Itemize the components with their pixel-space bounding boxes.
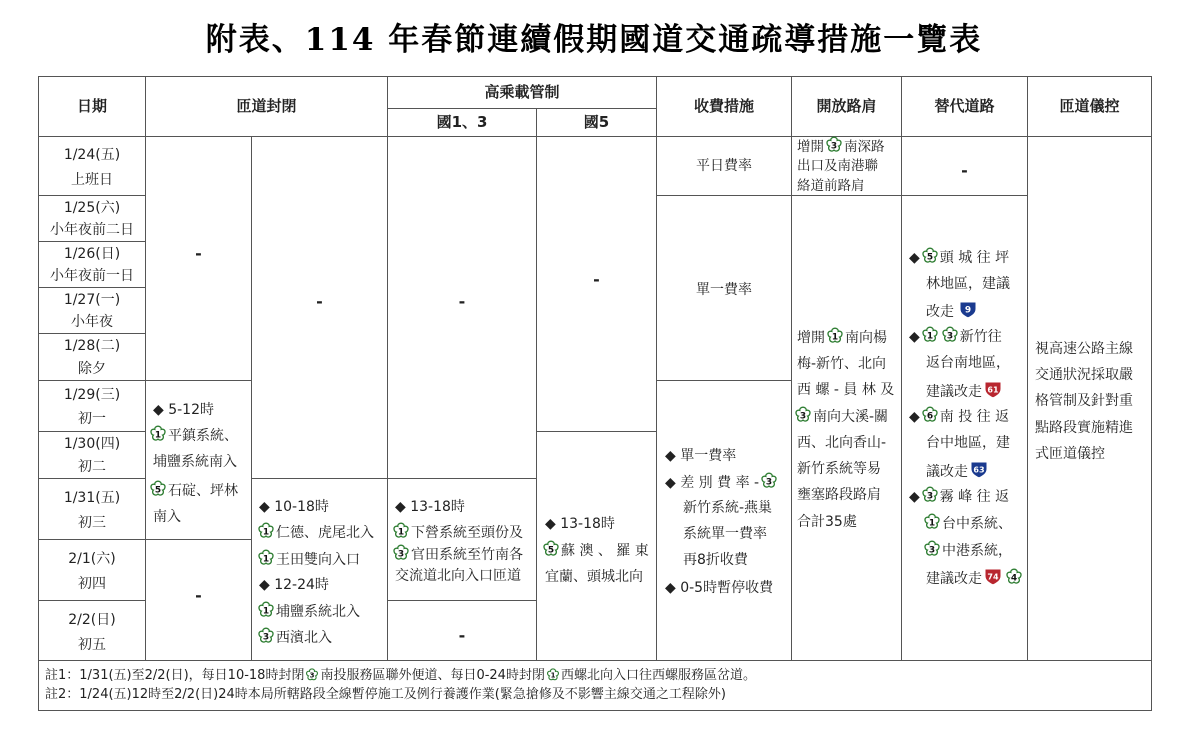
svg-text:3: 3	[946, 331, 953, 342]
svg-text:6: 6	[926, 411, 933, 422]
header-toll: 收費措施	[693, 97, 754, 115]
svg-text:1: 1	[550, 671, 556, 680]
hov13-text: 交流道北向入口匝道	[395, 568, 521, 584]
national-highway-3-icon	[941, 326, 959, 344]
alternate-text: 新竹往	[959, 329, 1002, 345]
date-cell: 2/2(日)	[68, 612, 116, 628]
shoulder-text: 增開	[797, 330, 825, 346]
national-highway-1-icon	[546, 668, 560, 682]
header-date: 日期	[76, 97, 107, 115]
shoulder-text: 增開	[797, 139, 824, 155]
national-highway-1-icon	[392, 522, 410, 540]
ramp-closure-text: ◆ 5-12時	[153, 402, 214, 418]
date-cell: 1/26(日)	[63, 246, 121, 262]
alternate-text: 議改走	[926, 464, 968, 480]
national-highway-3-icon	[760, 472, 778, 490]
national-highway-4-icon	[1005, 568, 1023, 586]
metering-text: 格管制及針對重	[1035, 393, 1133, 409]
date-label: 除夕	[78, 361, 106, 377]
ramp-closure-text: 王田雙向入口	[276, 552, 360, 568]
note-1: 註1：1/31(五)至2/2(日)，每日10-18時封閉 3 南投服務區聯外便道、每日0-24時封閉 1 西螺北向入口往西螺服務區岔道。	[45, 668, 756, 683]
svg-text:5: 5	[547, 545, 555, 556]
shoulder-text: 南深路	[844, 139, 885, 155]
provincial-highway-9-icon	[959, 300, 977, 319]
date-cell: 1/27(一)	[63, 292, 121, 308]
svg-text:1: 1	[154, 430, 162, 441]
svg-text:3: 3	[799, 411, 807, 422]
ramp-closure-text: 石碇、坪林	[168, 483, 238, 499]
metering-text: 式匝道儀控	[1035, 446, 1105, 462]
ramp-closure-text: ◆ 12-24時	[259, 577, 329, 593]
svg-text:3: 3	[765, 477, 773, 488]
shoulder-text: 絡道前路肩	[797, 178, 865, 194]
ramp-closure-text: 埔鹽系統南入	[153, 454, 237, 470]
svg-text:74: 74	[987, 572, 999, 582]
toll-text: 系統單一費率	[683, 526, 767, 542]
national-highway-3-icon	[825, 136, 843, 154]
ramp-closure-text: 平鎮系統、	[168, 428, 238, 444]
toll-text: ◆ 單一費率	[665, 448, 737, 464]
alternate-text: 建議改走	[926, 384, 982, 400]
ramp-closure-dash: -	[195, 244, 202, 263]
toll-text: 新竹系統-燕巢	[683, 500, 773, 516]
alternate-text: 返台南地區，	[926, 355, 1010, 371]
toll-weekday: 平日費率	[696, 158, 752, 174]
ramp-closure-text: 仁德、虎尾北入	[276, 525, 374, 541]
date-cell: 2/1(六)	[68, 551, 116, 567]
header-ramp-closure: 匝道封閉	[236, 97, 297, 115]
hov5-dash: -	[593, 270, 600, 289]
date-cell: 1/29(三)	[63, 387, 121, 403]
national-highway-5-icon	[542, 540, 560, 558]
hov13-dash: -	[458, 292, 466, 311]
metering-text: 交通狀況採取嚴	[1035, 367, 1133, 383]
header-alternate: 替代道路	[934, 97, 995, 115]
hov5-text: ◆ 13-18時	[545, 516, 615, 532]
toll-text: ◆ 0-5時暫停收費	[665, 580, 774, 596]
national-highway-5-icon	[149, 480, 167, 498]
date-label: 初二	[78, 459, 106, 475]
header-open-shoulder: 開放路肩	[816, 97, 877, 115]
provincial-highway-74-icon	[983, 567, 1003, 586]
svg-text:1: 1	[262, 554, 270, 565]
provincial-highway-63-icon	[969, 460, 989, 479]
shoulder-text: 合計35處	[797, 514, 857, 530]
national-highway-1-icon	[923, 513, 941, 531]
ramp-closure-text: 南入	[153, 509, 181, 525]
provincial-highway-61-icon	[983, 380, 1003, 399]
alternate-dash: -	[961, 161, 968, 180]
ramp-closure-dash: -	[195, 586, 202, 605]
header-hov-n13: 國1、3	[436, 113, 488, 131]
date-cell: 1/31(五)	[63, 490, 121, 506]
alternate-text: 建議改走	[926, 571, 982, 587]
svg-text:5: 5	[926, 252, 933, 263]
metering-text: 視高速公路主線	[1035, 341, 1133, 357]
date-label: 小年夜	[71, 314, 113, 330]
national-highway-1-icon	[921, 326, 939, 344]
hov5-text: 蘇 澳 、 羅 東	[561, 543, 649, 559]
ramp-closure-text: ◆ 10-18時	[259, 499, 329, 515]
header-hov-n5: 國5	[583, 113, 610, 131]
toll-single: 單一費率	[696, 282, 752, 298]
svg-text:1: 1	[926, 331, 933, 342]
national-highway-3-icon	[794, 406, 812, 424]
date-label: 初三	[78, 515, 106, 531]
svg-text:3: 3	[310, 671, 315, 680]
metering-text: 點路段實施精進	[1035, 420, 1133, 436]
date-cell: 1/28(二)	[63, 338, 121, 354]
date-label: 初四	[78, 576, 106, 592]
svg-text:63: 63	[973, 465, 985, 475]
note-2: 註2：1/24(五)12時至2/2(日)24時本局所轄路段全線暫停施工及例行養護作業(緊急搶修及不影響主線交通之工程除外)	[45, 687, 726, 702]
shoulder-text: 西、北向香山-	[797, 435, 887, 451]
national-highway-3-icon	[257, 627, 275, 645]
shoulder-text: 梅-新竹、北向	[797, 356, 887, 372]
national-highway-3-icon	[923, 540, 941, 558]
svg-text:9: 9	[965, 305, 972, 316]
alternate-text: 頭 城 往 坪	[939, 250, 1010, 266]
national-highway-3-icon	[921, 486, 939, 504]
hov13-text: 下營系統至頭份及	[411, 525, 523, 541]
date-cell: 1/25(六)	[63, 200, 121, 216]
alternate-text: 南 投 往 返	[939, 409, 1010, 425]
alternate-text: 中港系統，	[942, 543, 1012, 559]
date-label: 初五	[78, 637, 106, 653]
svg-text:1: 1	[831, 332, 839, 343]
date-label: 小年夜前一日	[50, 268, 134, 284]
alternate-text: 改走	[926, 304, 954, 320]
svg-text:1: 1	[262, 606, 270, 617]
national-highway-6-icon	[921, 406, 939, 424]
svg-text:1: 1	[928, 518, 936, 529]
hov13-dash: -	[458, 626, 466, 645]
svg-text:3: 3	[830, 141, 838, 152]
header-hov: 高乘載管制	[484, 83, 560, 101]
svg-text:3: 3	[926, 491, 933, 502]
national-highway-1-icon	[826, 327, 844, 345]
hov13-text: ◆ 13-18時	[395, 499, 465, 515]
date-cell: 1/24(五)	[63, 147, 121, 163]
shoulder-text: 新竹系統等易	[797, 461, 881, 477]
shoulder-text: 出口及南港聯	[797, 158, 878, 174]
svg-text:4: 4	[1010, 573, 1018, 584]
ramp-closure-dash: -	[316, 292, 323, 311]
date-label: 上班日	[71, 172, 113, 188]
ramp-closure-text: 西濱北入	[276, 630, 332, 646]
shoulder-text: 壅塞路段路肩	[797, 487, 881, 503]
header-ramp-metering: 匝道儀控	[1059, 97, 1120, 115]
national-highway-3-icon	[392, 544, 410, 562]
alternate-text: 霧 峰 往 返	[939, 489, 1010, 505]
shoulder-text: 西 螺 - 員 林 及	[797, 382, 895, 398]
date-label: 小年夜前二日	[50, 222, 134, 238]
national-highway-5-icon	[921, 247, 939, 265]
national-highway-3-icon	[305, 668, 319, 682]
hov5-text: 宜蘭、頭城北向	[545, 569, 643, 585]
toll-text: 再8折收費	[683, 552, 748, 568]
hov13-text: 官田系統至竹南各	[411, 547, 523, 563]
shoulder-text: 南向大溪-關	[813, 409, 889, 425]
date-cell: 1/30(四)	[63, 436, 121, 452]
page-title: 附表、114 年春節連續假期國道交通疏導措施一覽表	[205, 22, 983, 58]
date-label: 初一	[78, 411, 106, 427]
national-highway-1-icon	[257, 522, 275, 540]
alternate-text: 林地區，建議	[926, 276, 1010, 292]
svg-text:3: 3	[262, 632, 270, 643]
svg-text:61: 61	[987, 385, 999, 395]
shoulder-text: 南向楊	[845, 330, 887, 346]
national-highway-1-icon	[149, 425, 167, 443]
svg-text:5: 5	[154, 485, 162, 496]
svg-text:3: 3	[928, 545, 936, 556]
national-highway-1-icon	[257, 549, 275, 567]
svg-text:1: 1	[262, 527, 270, 538]
svg-text:1: 1	[397, 527, 405, 538]
national-highway-1-icon	[257, 601, 275, 619]
toll-text: ◆ 差 別 費 率 -	[665, 475, 760, 491]
alternate-text: 台中系統、	[942, 516, 1012, 532]
svg-text:3: 3	[397, 549, 405, 560]
ramp-closure-text: 埔鹽系統北入	[276, 604, 360, 620]
alternate-text: 台中地區，建	[926, 435, 1010, 451]
